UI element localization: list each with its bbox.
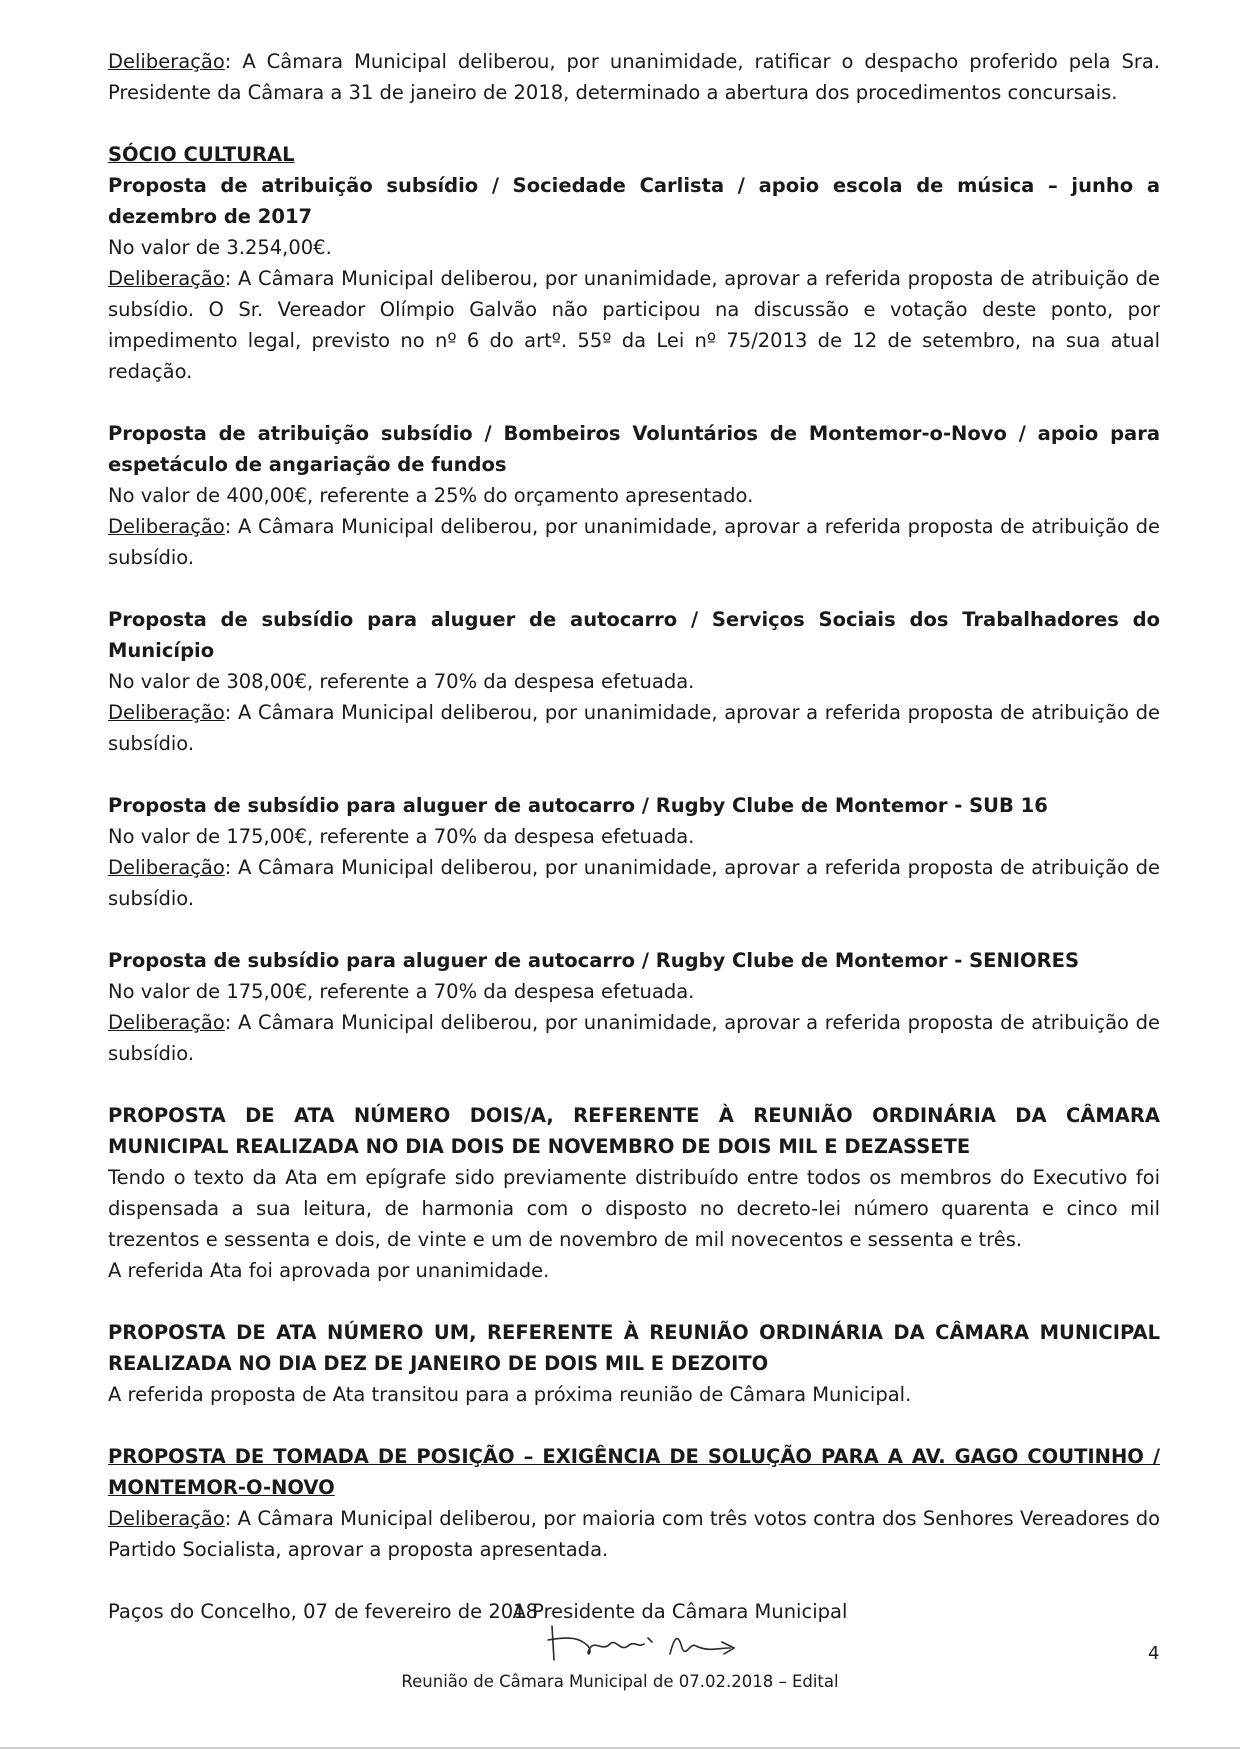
- proposal-title: Proposta de subsídio para aluguer de autocarro / Rugby Clube de Montemor - SENIORES: [108, 949, 1080, 972]
- deliberation-text: : A Câmara Municipal deliberou, por maioria com três votos contra dos Senhores Vereadores do Partido Socialista, aprovar a proposta apresentada.: [108, 1507, 1160, 1561]
- proposal-value: No valor de 175,00€, referente a 70% da despesa efetuada.: [108, 825, 695, 848]
- deliberation-label: Deliberação: [108, 701, 225, 724]
- proposal-title: Proposta de subsídio para aluguer de autocarro / Rugby Clube de Montemor - SUB 16: [108, 794, 1048, 817]
- deliberation-label: Deliberação: [108, 267, 225, 290]
- page-number: 4: [1148, 1643, 1160, 1664]
- ata-dois-result: A referida Ata foi aprovada por unanimidade.: [108, 1259, 550, 1282]
- proposal-value: No valor de 400,00€, referente a 25% do orçamento apresentado.: [108, 484, 754, 507]
- handwritten-signature: [540, 1618, 770, 1668]
- ata-um-title: PROPOSTA DE ATA NÚMERO UM, REFERENTE À REUNIÃO ORDINÁRIA DA CÂMARA MUNICIPAL REALIZADA NO DIA DEZ DE JANEIRO DE DOIS MIL E DEZOITO: [108, 1321, 1160, 1375]
- proposal-title: Proposta de subsídio para aluguer de autocarro / Serviços Sociais dos Trabalhadores do Município: [108, 608, 1160, 662]
- proposal-deliberation: [108, 263, 1160, 387]
- deliberation-label: Deliberação: [108, 856, 225, 879]
- page-footer: Reunião de Câmara Municipal de 07.02.2018 – Edital: [401, 1672, 839, 1691]
- tomada-title: PROPOSTA DE TOMADA DE POSIÇÃO – EXIGÊNCIA DE SOLUÇÃO PARA A AV. GAGO COUTINHO / MONTEMOR-O-NOVO: [108, 1445, 1160, 1499]
- deliberation-label: Deliberação: [108, 50, 225, 73]
- proposal-deliberation: [108, 852, 1160, 914]
- deliberation-text: : A Câmara Municipal deliberou, por unanimidade, aprovar a referida proposta de atribuição de subsídio.: [108, 515, 1160, 569]
- ata-um-text: A referida proposta de Ata transitou para a próxima reunião de Câmara Municipal.: [108, 1383, 912, 1406]
- proposal-title: Proposta de atribuição subsídio / Bombeiros Voluntários de Montemor-o-Novo / apoio para espetáculo de angariação de fundos: [108, 422, 1160, 476]
- proposal-value: No valor de 175,00€, referente a 70% da despesa efetuada.: [108, 980, 695, 1003]
- signature-title: A Presidente da Câmara Municipal: [512, 1600, 848, 1623]
- intro-paragraph: [108, 46, 1160, 108]
- closing-place-date: Paços do Concelho, 07 de fevereiro de 2018: [108, 1600, 538, 1623]
- proposal-deliberation: [108, 1007, 1160, 1069]
- tomada-deliberation: [108, 1503, 1160, 1565]
- proposal-value: No valor de 3.254,00€.: [108, 236, 332, 259]
- deliberation-text: : A Câmara Municipal deliberou, por unanimidade, aprovar a referida proposta de atribuição de subsídio.: [108, 856, 1160, 910]
- deliberation-text: : A Câmara Municipal deliberou, por unanimidade, aprovar a referida proposta de atribuição de subsídio.: [108, 1011, 1160, 1065]
- proposal-value: No valor de 308,00€, referente a 70% da despesa efetuada.: [108, 670, 695, 693]
- proposal-deliberation: [108, 697, 1160, 759]
- deliberation-label: Deliberação: [108, 1011, 225, 1034]
- deliberation-text: : A Câmara Municipal deliberou, por unanimidade, aprovar a referida proposta de atribuição de subsídio. O Sr. Vereador Olímpio Galvão não participou na discussão e votação deste ponto, por impedimento legal, previsto no nº 6 do artº. 55º da Lei nº 75/2013 de 12 de setembro, na sua atual redação.: [108, 267, 1160, 383]
- deliberation-text: : A Câmara Municipal deliberou, por unanimidade, aprovar a referida proposta de atribuição de subsídio.: [108, 701, 1160, 755]
- ata-dois-text: Tendo o texto da Ata em epígrafe sido previamente distribuído entre todos os membros do Executivo foi dispensada a sua leitura, de harmonia com o disposto no decreto-lei número quarenta e cinco mil trezentos e sessenta e dois, de vinte e um de novembro de mil novecentos e sessenta e três.: [108, 1166, 1160, 1251]
- proposal-deliberation: [108, 511, 1160, 573]
- deliberation-text: : A Câmara Municipal deliberou, por unanimidade, ratificar o despacho proferido pela Sra. Presidente da Câmara a 31 de janeiro de 2018, determinado a abertura dos procedimentos concursais.: [108, 50, 1160, 104]
- deliberation-label: Deliberação: [108, 515, 225, 538]
- proposal-title: Proposta de atribuição subsídio / Sociedade Carlista / apoio escola de música – junho a dezembro de 2017: [108, 174, 1160, 228]
- deliberation-label: Deliberação: [108, 1507, 225, 1530]
- document-body: [108, 46, 1160, 1627]
- page-edge-line: [0, 1747, 1240, 1749]
- ata-dois-title: PROPOSTA DE ATA NÚMERO DOIS/A, REFERENTE À REUNIÃO ORDINÁRIA DA CÂMARA MUNICIPAL REALIZADA NO DIA DOIS DE NOVEMBRO DE DOIS MIL E DEZASSETE: [108, 1104, 1160, 1158]
- section-heading: SÓCIO CULTURAL: [108, 143, 295, 166]
